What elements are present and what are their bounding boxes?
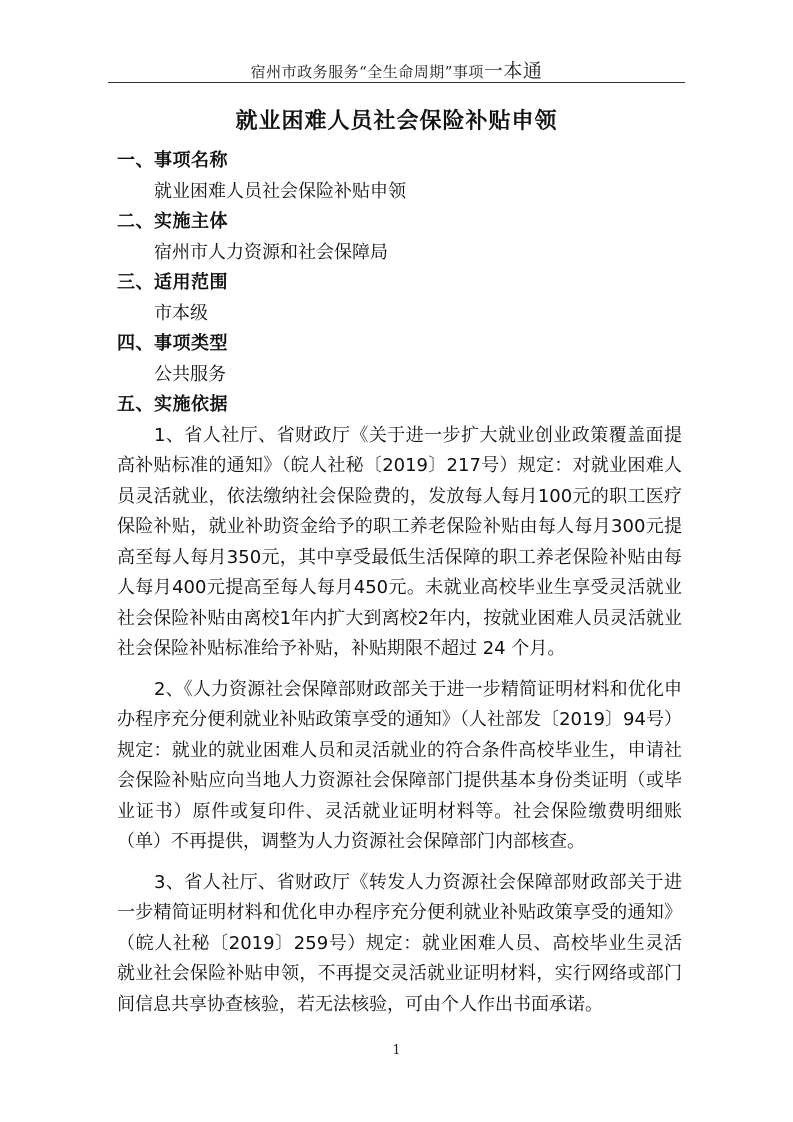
- basis-paragraph-3: 3、省人社厅、省财政厅《转发人力资源社会保障部财政部关于进一步精简证明材料和优化申办程序充分便利就业补贴政策享受的通知》（皖人社秘〔2019〕259号）规定：就业困难人员、高校毕业生灵活就业社会保险补贴申领，不再提交灵活就业证明材料，实行网络或部门间信息共享协查核验，若无法核验，可由个人作出书面承诺。: [117, 871, 682, 1015]
- section-value-implementer: 宿州市人力资源和社会保障局: [154, 241, 388, 263]
- section-heading-item-name: 一、事项名称: [117, 150, 228, 171]
- document-title: 就业困难人员社会保险补贴申领: [235, 109, 558, 134]
- page-number: 1: [392, 1043, 401, 1058]
- basis-paragraph-2: 2、《人力资源社会保障部财政部关于进一步精简证明材料和优化申办程序充分便利就业补贴政策享受的通知》（人社部发〔2019〕94号）规定：就业的就业困难人员和灵活就业的符合条件高校毕业生，申请社会保险补贴应向当地人力资源社会保障部门提供基本身份类证明（或毕业证书）原件或复印件、灵活就业证明材料等。社会保险缴费明细账（单）不再提供，调整为人力资源社会保障部门内部核查。: [117, 678, 682, 852]
- section-value-item-name: 就业困难人员社会保险补贴申领: [154, 180, 406, 202]
- running-header: [0, 56, 793, 83]
- section-heading-scope: 三、适用范围: [117, 272, 228, 293]
- section-value-item-type: 公共服务: [154, 363, 226, 385]
- document-body: [117, 146, 682, 1022]
- basis-paragraph-1: 1、省人社厅、省财政厅《关于进一步扩大就业创业政策覆盖面提高补贴标准的通知》（皖人社秘〔2019〕217号）规定：对就业困难人员灵活就业，依法缴纳社会保险费的，发放每人每月100元的职工医疗保险补贴，就业补助资金给予的职工养老保险补贴由每人每月300元提高至每人每月350元，其中享受最低生活保障的职工养老保险补贴由每人每月400元提高至每人每月450元。未就业高校毕业生享受灵活就业社会保险补贴由离校1年内扩大到离校2年内，按就业困难人员灵活就业社会保险补贴标准给予补贴，补贴期限不超过 24 个月。: [117, 424, 682, 659]
- section-heading-basis: 五、实施依据: [117, 394, 228, 415]
- paragraph-spacer: [117, 667, 682, 675]
- running-header-text: 宿州市政务服务“全生命周期”事项: [250, 63, 484, 81]
- paragraph-spacer: [117, 860, 682, 868]
- section-heading-implementer: 二、实施主体: [117, 211, 228, 232]
- section-heading-item-type: 四、事项类型: [117, 333, 228, 354]
- header-rule: [108, 82, 685, 83]
- section-value-scope: 市本级: [154, 302, 208, 324]
- running-header-emphasis: 一本通: [483, 60, 543, 82]
